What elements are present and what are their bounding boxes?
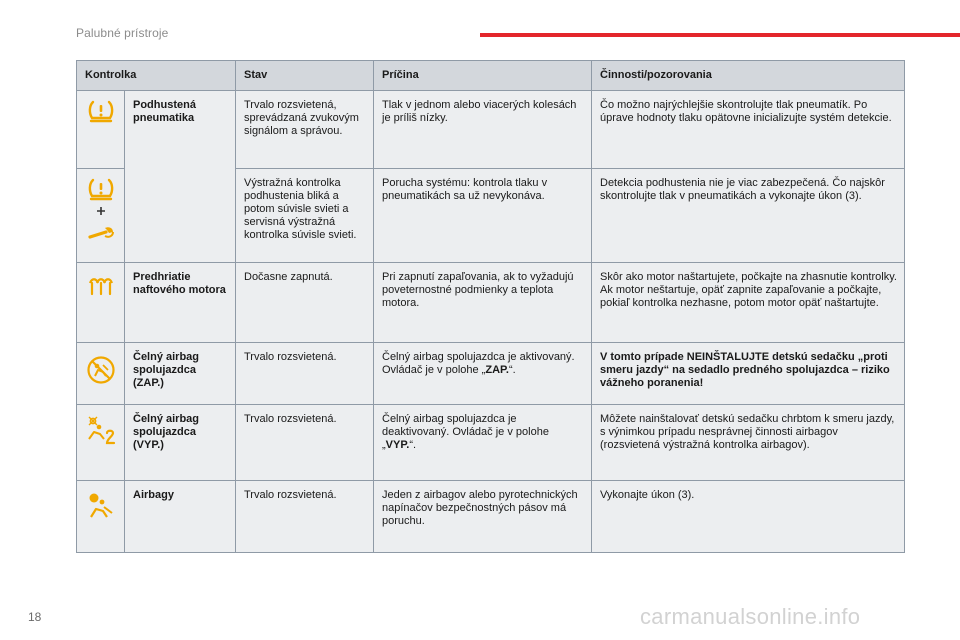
cause-text: Tlak v jednom alebo viacerých kolesách je príliš nízky. (374, 91, 592, 169)
icon-cell (77, 343, 125, 405)
switch-position: VYP. (385, 439, 410, 451)
warning-lights-table (76, 60, 905, 553)
cause-text-start: Čelný airbag spolujazdca je deaktivovaný. Ovládač je v polohe „ (382, 413, 549, 451)
action-text: Čo možno najrýchlejšie skontrolujte tlak pneumatík. Po úprave hodnoty tlaku opätovne inicializujte systém detekcie. (592, 91, 905, 169)
watermark: carmanualsonline.info (640, 604, 861, 629)
glow-plug-icon (86, 275, 116, 297)
cause-text: Jeden z airbagov alebo pyrotechnických napínačov bezpečnostných pásov má poruchu. (374, 481, 592, 553)
icon-cell (77, 169, 125, 263)
switch-position: ZAP. (485, 364, 509, 376)
cause-text (374, 405, 592, 481)
cause-text: Porucha systému: kontrola tlaku v pneumatikách sa už nevykonáva. (374, 169, 592, 263)
page-header-title: Palubné prístroje (76, 26, 169, 40)
state-text: Dočasne zapnutá. (236, 263, 374, 343)
cause-text-end: “. (508, 364, 516, 376)
table-row (77, 481, 905, 553)
airbag-fault-icon (86, 491, 116, 521)
icon-cell (77, 481, 125, 553)
warning-name: Čelný airbag spolujazdca (VYP.) (125, 405, 236, 481)
passenger-airbag-off-icon (85, 415, 117, 445)
icon-cell (77, 405, 125, 481)
header-pricina: Príčina (374, 61, 592, 91)
action-text: Detekcia podhustenia nie je viac zabezpečená. Čo najskôr skontrolujte tlak v pneumatikách a vykonajte úkon (3). (592, 169, 905, 263)
cause-text-end: “. (409, 439, 417, 451)
table-row (77, 343, 905, 405)
header-stav: Stav (236, 61, 374, 91)
action-text: Skôr ako motor naštartujete, počkajte na zhasnutie kontrolky. Ak motor neštartuje, opäť zapnite zapaľovanie a počkajte, pokiaľ kontrolka nezhasne, potom motor opäť naštartujte. (592, 263, 905, 343)
warning-name: Predhriatie naftového motora (125, 263, 236, 343)
icon-cell (77, 263, 125, 343)
tyre-pressure-warning-icon (87, 99, 115, 125)
header-accent-bar (480, 33, 960, 37)
cause-text (374, 343, 592, 405)
page-number: 18 (28, 610, 42, 624)
table-row (77, 91, 905, 169)
warning-name: Čelný airbag spolujazdca (ZAP.) (125, 343, 236, 405)
warning-name: Airbagy (125, 481, 236, 553)
state-text: Výstražná kontrolka podhustenia bliká a potom súvisle svieti a servisná výstražná kontrolka súvisle svieti. (236, 169, 374, 263)
tyre-pressure-fault-service-icon (85, 177, 117, 247)
action-text: V tomto prípade NEINŠTALUJTE detskú sedačku „proti smeru jazdy“ na sedadlo predného spolujazdca – riziko vážneho poranenia! (592, 343, 905, 405)
table-row (77, 405, 905, 481)
action-text: Môžete nainštalovať detskú sedačku chrbtom k smeru jazdy, s výnimkou prípadu nesprávnej činnosti airbagov (rozsvietená výstražná kontrolka airbagov). (592, 405, 905, 481)
state-text: Trvalo rozsvietená. (236, 343, 374, 405)
header-cinnosti: Činnosti/pozorovania (592, 61, 905, 91)
cause-text-start: Čelný airbag spolujazdca je aktivovaný. Ovládač je v polohe „ (382, 351, 575, 376)
cause-text: Pri zapnutí zapaľovania, ak to vyžadujú poveternostné podmienky a teplota motora. (374, 263, 592, 343)
state-text: Trvalo rozsvietená. (236, 481, 374, 553)
passenger-airbag-on-icon (86, 355, 116, 385)
header-kontrolka: Kontrolka (77, 61, 236, 91)
state-text: Trvalo rozsvietená, sprevádzaná zvukovým signálom a správou. (236, 91, 374, 169)
state-text: Trvalo rozsvietená. (236, 405, 374, 481)
icon-cell (77, 91, 125, 169)
action-text: Vykonajte úkon (3). (592, 481, 905, 553)
table-row (77, 263, 905, 343)
warning-name: Podhustená pneumatika (125, 91, 236, 263)
table-header-row (77, 61, 905, 91)
